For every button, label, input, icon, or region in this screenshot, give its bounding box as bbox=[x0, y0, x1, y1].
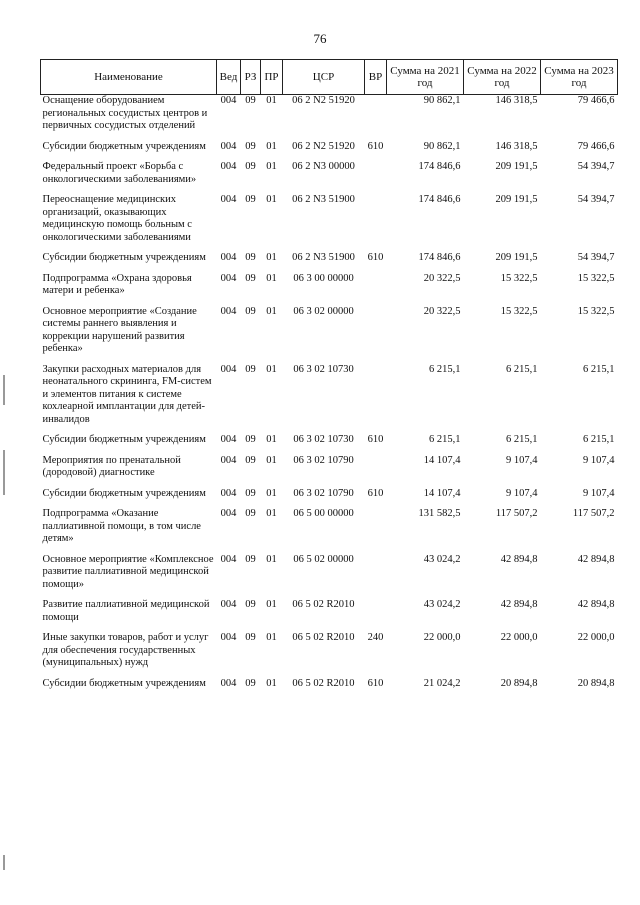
scan-edge-mark bbox=[3, 450, 5, 495]
table-row bbox=[41, 508, 618, 554]
cell-csr: 06 3 02 10730 bbox=[293, 434, 354, 445]
cell-ved: 004 bbox=[220, 95, 237, 106]
cell-ved: 004 bbox=[220, 677, 237, 689]
cell-rz: 09 bbox=[245, 161, 256, 172]
table-row bbox=[41, 252, 618, 273]
cell-sum-2021: 14 107,4 bbox=[423, 487, 461, 499]
cell-sum-2023: 117 507,2 bbox=[572, 508, 615, 519]
cell-sum-2022: 6 215,1 bbox=[506, 363, 538, 375]
cell-sum-2023: 22 000,0 bbox=[577, 632, 615, 643]
cell-sum-2021: 22 000,0 bbox=[423, 632, 461, 643]
cell-sum-2022: 6 215,1 bbox=[506, 434, 538, 445]
cell-pr: 01 bbox=[266, 161, 277, 172]
cell-ved: 004 bbox=[220, 454, 237, 466]
cell-rz: 09 bbox=[245, 140, 256, 152]
cell-pr: 01 bbox=[266, 140, 277, 152]
cell-name: Субсидии бюджетным учреждениям bbox=[42, 677, 206, 689]
cell-sum-2021: 14 107,4 bbox=[423, 454, 461, 466]
cell-sum-2023: 54 394,7 bbox=[577, 252, 615, 263]
cell-sum-2022: 20 894,8 bbox=[500, 677, 538, 689]
cell-vr bbox=[365, 455, 387, 488]
cell-ved: 004 bbox=[220, 508, 237, 519]
cell-ved: 004 bbox=[220, 363, 237, 375]
cell-csr: 06 3 02 00000 bbox=[293, 305, 354, 317]
cell-sum-2022: 209 191,5 bbox=[495, 194, 538, 205]
cell-name: Субсидии бюджетным учреждениям bbox=[42, 252, 206, 263]
cell-sum-2022: 146 318,5 bbox=[495, 95, 538, 106]
cell-pr: 01 bbox=[266, 252, 277, 263]
table-row bbox=[41, 364, 618, 435]
cell-vr: 610 bbox=[367, 434, 384, 445]
cell-vr: 240 bbox=[367, 632, 384, 643]
cell-pr: 01 bbox=[266, 434, 277, 445]
header-sum-2022: Сумма на 2022 год bbox=[464, 60, 541, 95]
cell-vr: 610 bbox=[367, 487, 384, 499]
cell-name: Основное мероприятие «Комплексное развитие паллиативной медицинской помощи» bbox=[42, 553, 214, 590]
table-row bbox=[41, 455, 618, 488]
cell-name: Оснащение оборудованием региональных сосудистых центров и первичных сосудистых отделений bbox=[42, 95, 208, 131]
cell-ved: 004 bbox=[220, 632, 237, 643]
cell-vr bbox=[365, 194, 387, 252]
budget-table bbox=[40, 59, 618, 698]
cell-pr: 01 bbox=[266, 553, 277, 565]
table-row bbox=[41, 161, 618, 194]
cell-name: Развитие паллиативной медицинской помощи bbox=[42, 599, 210, 623]
table-row bbox=[41, 554, 618, 600]
cell-csr: 06 2 N2 51920 bbox=[292, 95, 355, 106]
cell-pr: 01 bbox=[266, 272, 277, 284]
cell-ved: 004 bbox=[220, 161, 237, 172]
cell-vr bbox=[365, 161, 387, 194]
cell-csr: 06 3 02 10790 bbox=[293, 454, 354, 466]
scan-edge-mark bbox=[3, 855, 5, 870]
header-name: Наименование bbox=[41, 60, 217, 95]
cell-ved: 004 bbox=[220, 252, 237, 263]
cell-name: Подпрограмма «Охрана здоровья матери и ребенка» bbox=[42, 272, 192, 296]
cell-name: Переоснащение медицинских организаций, оказывающих медицинскую помощь больным с онкологическими заболеваниями bbox=[42, 194, 192, 243]
header-ved: Вед bbox=[217, 60, 241, 95]
cell-name: Субсидии бюджетным учреждениям bbox=[42, 434, 206, 445]
header-sum-2021: Сумма на 2021 год bbox=[387, 60, 464, 95]
table-row bbox=[41, 678, 618, 699]
cell-sum-2023: 42 894,8 bbox=[577, 553, 615, 565]
cell-sum-2023: 79 466,6 bbox=[577, 140, 615, 152]
cell-sum-2021: 90 862,1 bbox=[423, 140, 461, 152]
cell-rz: 09 bbox=[245, 553, 256, 565]
cell-sum-2023: 42 894,8 bbox=[577, 599, 615, 610]
cell-sum-2022: 146 318,5 bbox=[495, 140, 538, 152]
cell-sum-2021: 6 215,1 bbox=[429, 434, 461, 445]
cell-name: Федеральный проект «Борьба с онкологическими заболеваниями» bbox=[42, 161, 197, 185]
cell-vr bbox=[365, 599, 387, 632]
cell-name: Мероприятия по пренатальной (дородовой) диагностике bbox=[42, 454, 181, 478]
cell-sum-2023: 54 394,7 bbox=[577, 194, 615, 205]
cell-vr bbox=[365, 508, 387, 554]
cell-rz: 09 bbox=[245, 363, 256, 375]
cell-sum-2022: 209 191,5 bbox=[495, 252, 538, 263]
cell-rz: 09 bbox=[245, 632, 256, 643]
cell-sum-2023: 9 107,4 bbox=[583, 487, 615, 499]
cell-csr: 06 5 02 R2010 bbox=[292, 677, 355, 689]
cell-name: Иные закупки товаров, работ и услуг для обеспечения государственных (муниципальных) нужд bbox=[42, 632, 209, 668]
scan-edge-mark bbox=[3, 375, 5, 405]
header-csr: ЦСР bbox=[283, 60, 365, 95]
cell-sum-2023: 9 107,4 bbox=[583, 454, 615, 466]
cell-csr: 06 3 02 10790 bbox=[293, 487, 354, 499]
cell-sum-2023: 20 894,8 bbox=[577, 677, 615, 689]
cell-pr: 01 bbox=[266, 508, 277, 519]
table-row bbox=[41, 273, 618, 306]
cell-rz: 09 bbox=[245, 508, 256, 519]
cell-rz: 09 bbox=[245, 305, 256, 317]
table-row bbox=[41, 194, 618, 252]
cell-csr: 06 5 00 00000 bbox=[293, 508, 354, 519]
cell-sum-2022: 9 107,4 bbox=[506, 454, 538, 466]
cell-rz: 09 bbox=[245, 677, 256, 689]
cell-pr: 01 bbox=[266, 95, 277, 106]
cell-sum-2021: 174 846,6 bbox=[418, 161, 461, 172]
cell-name: Основное мероприятие «Создание системы раннего выявления и коррекции нарушений развития ребенка» bbox=[42, 305, 197, 354]
cell-vr bbox=[365, 306, 387, 364]
cell-ved: 004 bbox=[220, 305, 237, 317]
cell-sum-2021: 20 322,5 bbox=[423, 305, 461, 317]
cell-sum-2022: 42 894,8 bbox=[500, 553, 538, 565]
cell-vr bbox=[365, 364, 387, 435]
cell-sum-2021: 20 322,5 bbox=[423, 272, 461, 284]
cell-pr: 01 bbox=[266, 632, 277, 643]
cell-sum-2021: 90 862,1 bbox=[423, 95, 461, 106]
cell-csr: 06 5 02 R2010 bbox=[292, 599, 355, 610]
cell-name: Субсидии бюджетным учреждениям bbox=[42, 140, 206, 152]
cell-sum-2022: 117 507,2 bbox=[495, 508, 538, 519]
cell-name: Подпрограмма «Оказание паллиативной помощи, в том числе детям» bbox=[42, 508, 201, 544]
cell-sum-2023: 54 394,7 bbox=[577, 161, 615, 172]
cell-csr: 06 5 02 R2010 bbox=[292, 632, 355, 643]
table-row bbox=[41, 95, 618, 141]
cell-vr bbox=[365, 273, 387, 306]
cell-sum-2021: 174 846,6 bbox=[418, 194, 461, 205]
cell-sum-2023: 6 215,1 bbox=[583, 363, 615, 375]
cell-pr: 01 bbox=[266, 305, 277, 317]
cell-vr: 610 bbox=[367, 677, 384, 689]
cell-sum-2021: 174 846,6 bbox=[418, 252, 461, 263]
cell-sum-2021: 21 024,2 bbox=[423, 677, 461, 689]
table-row bbox=[41, 488, 618, 509]
cell-csr: 06 2 N2 51920 bbox=[292, 140, 355, 152]
cell-ved: 004 bbox=[220, 194, 237, 205]
page-number: 76 bbox=[313, 31, 327, 46]
cell-csr: 06 3 00 00000 bbox=[293, 272, 354, 284]
cell-sum-2022: 209 191,5 bbox=[495, 161, 538, 172]
cell-sum-2023: 15 322,5 bbox=[577, 272, 615, 284]
cell-sum-2022: 42 894,8 bbox=[500, 599, 538, 610]
table-body bbox=[41, 95, 618, 699]
cell-rz: 09 bbox=[245, 194, 256, 205]
cell-sum-2021: 6 215,1 bbox=[429, 363, 461, 375]
cell-csr: 06 2 N3 00000 bbox=[292, 161, 355, 172]
cell-sum-2022: 22 000,0 bbox=[500, 632, 538, 643]
cell-ved: 004 bbox=[220, 434, 237, 445]
cell-rz: 09 bbox=[245, 454, 256, 466]
cell-vr bbox=[365, 554, 387, 600]
cell-csr: 06 5 02 00000 bbox=[293, 553, 354, 565]
cell-sum-2022: 15 322,5 bbox=[500, 272, 538, 284]
cell-ved: 004 bbox=[220, 272, 237, 284]
table-header-row bbox=[41, 60, 618, 95]
cell-pr: 01 bbox=[266, 677, 277, 689]
cell-rz: 09 bbox=[245, 487, 256, 499]
table-row bbox=[41, 599, 618, 632]
header-vr: ВР bbox=[365, 60, 387, 95]
cell-csr: 06 2 N3 51900 bbox=[292, 194, 355, 205]
header-pr: ПР bbox=[261, 60, 283, 95]
cell-pr: 01 bbox=[266, 599, 277, 610]
cell-vr: 610 bbox=[367, 252, 384, 263]
cell-sum-2021: 131 582,5 bbox=[418, 508, 461, 519]
cell-rz: 09 bbox=[245, 434, 256, 445]
cell-name: Закупки расходных материалов для неонатального скрининга, FM-систем и элементов питания к системе кохлеарной имплантации для детей-инвалидов bbox=[42, 363, 212, 425]
table-row bbox=[41, 632, 618, 678]
cell-ved: 004 bbox=[220, 487, 237, 499]
table-row bbox=[41, 141, 618, 162]
cell-ved: 004 bbox=[220, 140, 237, 152]
cell-rz: 09 bbox=[245, 272, 256, 284]
cell-csr: 06 2 N3 51900 bbox=[292, 252, 355, 263]
cell-ved: 004 bbox=[220, 553, 237, 565]
cell-sum-2021: 43 024,2 bbox=[423, 599, 461, 610]
cell-pr: 01 bbox=[266, 194, 277, 205]
table-row bbox=[41, 434, 618, 455]
cell-ved: 004 bbox=[220, 599, 237, 610]
table-row bbox=[41, 306, 618, 364]
cell-sum-2022: 15 322,5 bbox=[500, 305, 538, 317]
cell-vr: 610 bbox=[367, 140, 384, 152]
header-rz: РЗ bbox=[241, 60, 261, 95]
cell-sum-2023: 6 215,1 bbox=[583, 434, 615, 445]
cell-sum-2021: 43 024,2 bbox=[423, 553, 461, 565]
cell-sum-2023: 15 322,5 bbox=[577, 305, 615, 317]
header-sum-2023: Сумма на 2023 год bbox=[541, 60, 618, 95]
cell-rz: 09 bbox=[245, 95, 256, 106]
cell-vr bbox=[365, 95, 387, 141]
cell-rz: 09 bbox=[245, 252, 256, 263]
cell-pr: 01 bbox=[266, 487, 277, 499]
cell-name: Субсидии бюджетным учреждениям bbox=[42, 487, 206, 499]
cell-csr: 06 3 02 10730 bbox=[293, 363, 354, 375]
cell-rz: 09 bbox=[245, 599, 256, 610]
cell-sum-2023: 79 466,6 bbox=[577, 95, 615, 106]
cell-pr: 01 bbox=[266, 363, 277, 375]
cell-pr: 01 bbox=[266, 454, 277, 466]
cell-sum-2022: 9 107,4 bbox=[506, 487, 538, 499]
